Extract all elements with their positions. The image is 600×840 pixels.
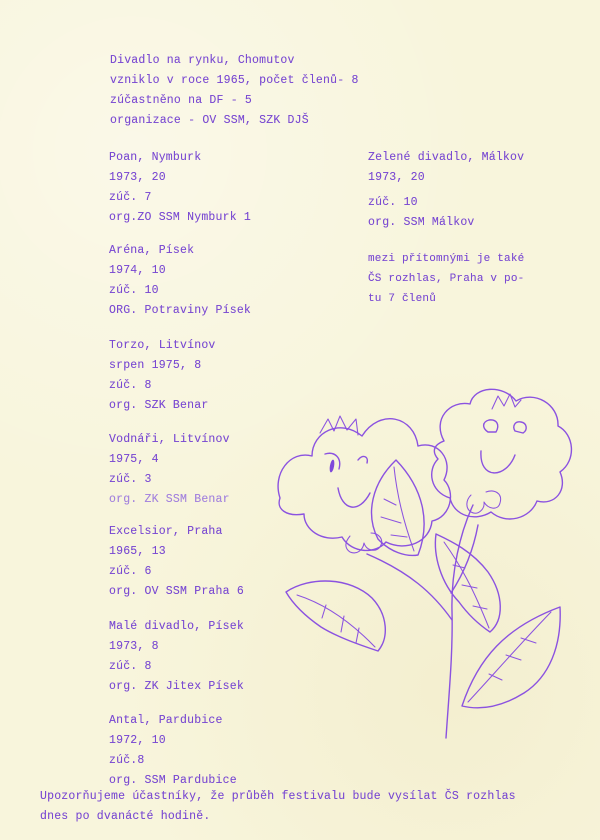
entry-6-line-2: 1973, 8 <box>109 640 159 653</box>
entry-5-title: Excelsior, Praha <box>109 525 223 538</box>
entry-3-title: Torzo, Litvínov <box>109 339 216 352</box>
entry-4-line-3: zúč. 3 <box>109 473 152 486</box>
entry-1-line-2: 1973, 20 <box>109 171 166 184</box>
right-flower-head <box>432 389 572 519</box>
main-stem <box>446 505 473 738</box>
note-line-3: tu 7 členů <box>368 293 437 305</box>
footer-line-2: dnes po dvanácté hodině. <box>40 810 211 823</box>
right-entry-title: Zelené divadlo, Málkov <box>368 151 525 164</box>
upper-left-leaf-veins <box>381 499 407 537</box>
left-smile <box>338 488 370 507</box>
middle-leaf-veins <box>453 565 487 609</box>
entry-7-line-3: zúč.8 <box>109 754 145 767</box>
right-entry-line-3: zúč. 10 <box>368 196 418 209</box>
left-eye-right <box>358 456 367 463</box>
right-entry-line-2: 1973, 20 <box>368 171 425 184</box>
entry-1-title: Poan, Nymburk <box>109 151 202 164</box>
right-entry-line-4: org. SSM Málkov <box>368 216 475 229</box>
right-bow <box>467 491 501 513</box>
right-crown <box>492 394 521 409</box>
entry-4-line-4: org. ZK SSM Benar <box>109 493 230 506</box>
entry-6-title: Malé divadlo, Písek <box>109 620 244 633</box>
entry-6-line-4: org. ZK Jitex Písek <box>109 680 244 693</box>
entry-7-title: Antal, Pardubice <box>109 714 223 727</box>
header-line-1: Divadlo na rynku, Chomutov <box>110 54 295 67</box>
lower-left-leaf <box>286 581 385 651</box>
entry-4-line-2: 1975, 4 <box>109 453 159 466</box>
upper-left-leaf <box>372 460 425 555</box>
flower-doodle <box>268 388 578 783</box>
entry-6-line-3: zúč. 8 <box>109 660 152 673</box>
right-eye-left <box>484 420 498 432</box>
entry-3-line-4: org. SZK Benar <box>109 399 209 412</box>
lower-left-leaf-vein <box>297 595 375 647</box>
left-flower-head <box>278 419 450 551</box>
right-smile <box>481 451 515 473</box>
middle-leaf-vein <box>444 542 489 628</box>
entry-1-line-4: org.ZO SSM Nymburk 1 <box>109 211 252 224</box>
entry-2-line-2: 1974, 10 <box>109 264 166 277</box>
header-line-4: organizace - OV SSM, SZK DJŠ <box>110 114 309 127</box>
middle-leaf <box>435 534 500 632</box>
note-line-2: ČS rozhlas, Praha v po- <box>368 273 525 285</box>
note-line-1: mezi přítomnými je také <box>368 253 525 265</box>
entry-7-line-4: org. SSM Pardubice <box>109 774 237 787</box>
footer-line-1: Upozorňujeme účastníky, že průběh festivalu bude vysílat ČS rozhlas <box>40 790 516 803</box>
header-line-2: vzniklo v roce 1965, počet členů- 8 <box>110 74 359 87</box>
entry-2-line-4: ORG. Potraviny Písek <box>109 304 252 317</box>
right-eye-right <box>514 422 526 433</box>
entry-5-line-4: org. OV SSM Praha 6 <box>109 585 244 598</box>
header-line-3: zúčastněno na DF - 5 <box>110 94 253 107</box>
entry-3-line-2: srpen 1975, 8 <box>109 359 202 372</box>
left-stem-branch <box>367 554 452 620</box>
left-eye-left <box>329 459 335 473</box>
lower-right-leaf-veins <box>489 638 536 680</box>
entry-2-title: Aréna, Písek <box>109 244 195 257</box>
entry-5-line-3: zúč. 6 <box>109 565 152 578</box>
entry-4-title: Vodnáři, Litvínov <box>109 433 230 446</box>
entry-5-line-2: 1965, 13 <box>109 545 166 558</box>
entry-2-line-3: zúč. 10 <box>109 284 159 297</box>
entry-7-line-2: 1972, 10 <box>109 734 166 747</box>
entry-3-line-3: zúč. 8 <box>109 379 152 392</box>
entry-1-line-3: zúč. 7 <box>109 191 152 204</box>
